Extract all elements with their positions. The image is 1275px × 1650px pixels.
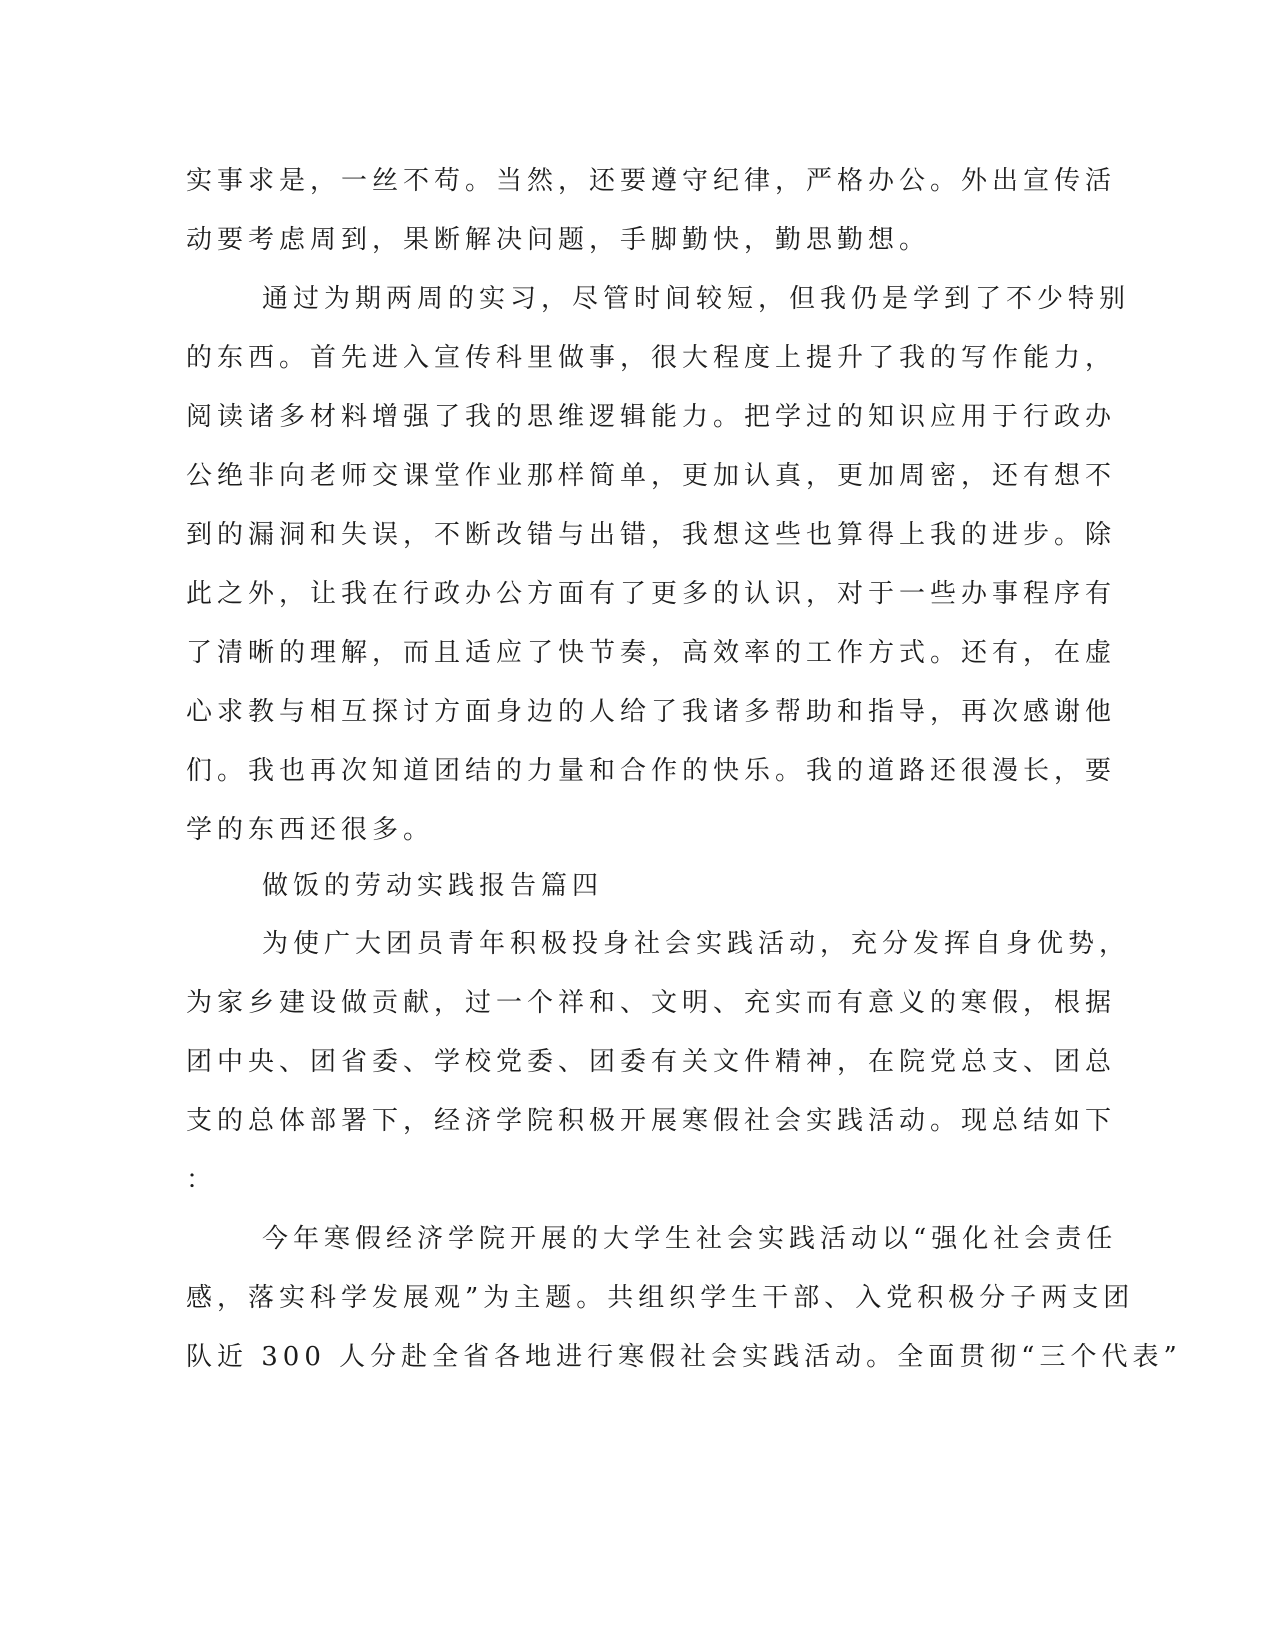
paragraph-line: 到的漏洞和失误，不断改错与出错，我想这些也算得上我的进步。除 — [186, 520, 1117, 550]
paragraph-line: 为使广大团员青年积极投身社会实践活动，充分发挥自身优势， — [262, 929, 1131, 959]
paragraph-line: ： — [186, 1165, 218, 1195]
paragraph-line: 为家乡建设做贡献，过一个祥和、文明、充实而有意义的寒假，根据 — [186, 988, 1117, 1018]
paragraph-line: 团中央、团省委、学校党委、团委有关文件精神，在院党总支、团总 — [186, 1047, 1117, 1077]
paragraph-line: 阅读诸多材料增强了我的思维逻辑能力。把学过的知识应用于行政办 — [186, 402, 1117, 432]
paragraph-line: 心求教与相互探讨方面身边的人给了我诸多帮助和指导，再次感谢他 — [186, 697, 1117, 727]
paragraph-line: 公绝非向老师交课堂作业那样简单，更加认真，更加周密，还有想不 — [186, 461, 1117, 491]
section-heading: 做饭的劳动实践报告篇四 — [262, 871, 604, 901]
paragraph-line: 感，落实科学发展观”为主题。共组织学生干部、入党积极分子两支团 — [186, 1283, 1135, 1313]
paragraph-line: 们。我也再次知道团结的力量和合作的快乐。我的道路还很漫长，要 — [186, 756, 1117, 786]
paragraph-line: 此之外，让我在行政办公方面有了更多的认识，对于一些办事程序有 — [186, 579, 1117, 609]
paragraph-line: 了清晰的理解，而且适应了快节奏，高效率的工作方式。还有，在虚 — [186, 638, 1117, 668]
paragraph-line: 动要考虑周到，果断解决问题，手脚勤快，勤思勤想。 — [186, 225, 931, 255]
paragraph-line: 通过为期两周的实习，尽管时间较短，但我仍是学到了不少特别 — [262, 284, 1131, 314]
paragraph-line: 队近 300 人分赴全省各地进行寒假社会实践活动。全面贯彻“三个代表” — [186, 1342, 1182, 1372]
paragraph-line: 今年寒假经济学院开展的大学生社会实践活动以“强化社会责任 — [262, 1224, 1118, 1254]
paragraph-line: 的东西。首先进入宣传科里做事，很大程度上提升了我的写作能力， — [186, 343, 1117, 373]
paragraph-line: 学的东西还很多。 — [186, 815, 435, 845]
paragraph-line: 实事求是，一丝不苟。当然，还要遵守纪律，严格办公。外出宣传活 — [186, 166, 1117, 196]
paragraph-line: 支的总体部署下，经济学院积极开展寒假社会实践活动。现总结如下 — [186, 1106, 1117, 1136]
